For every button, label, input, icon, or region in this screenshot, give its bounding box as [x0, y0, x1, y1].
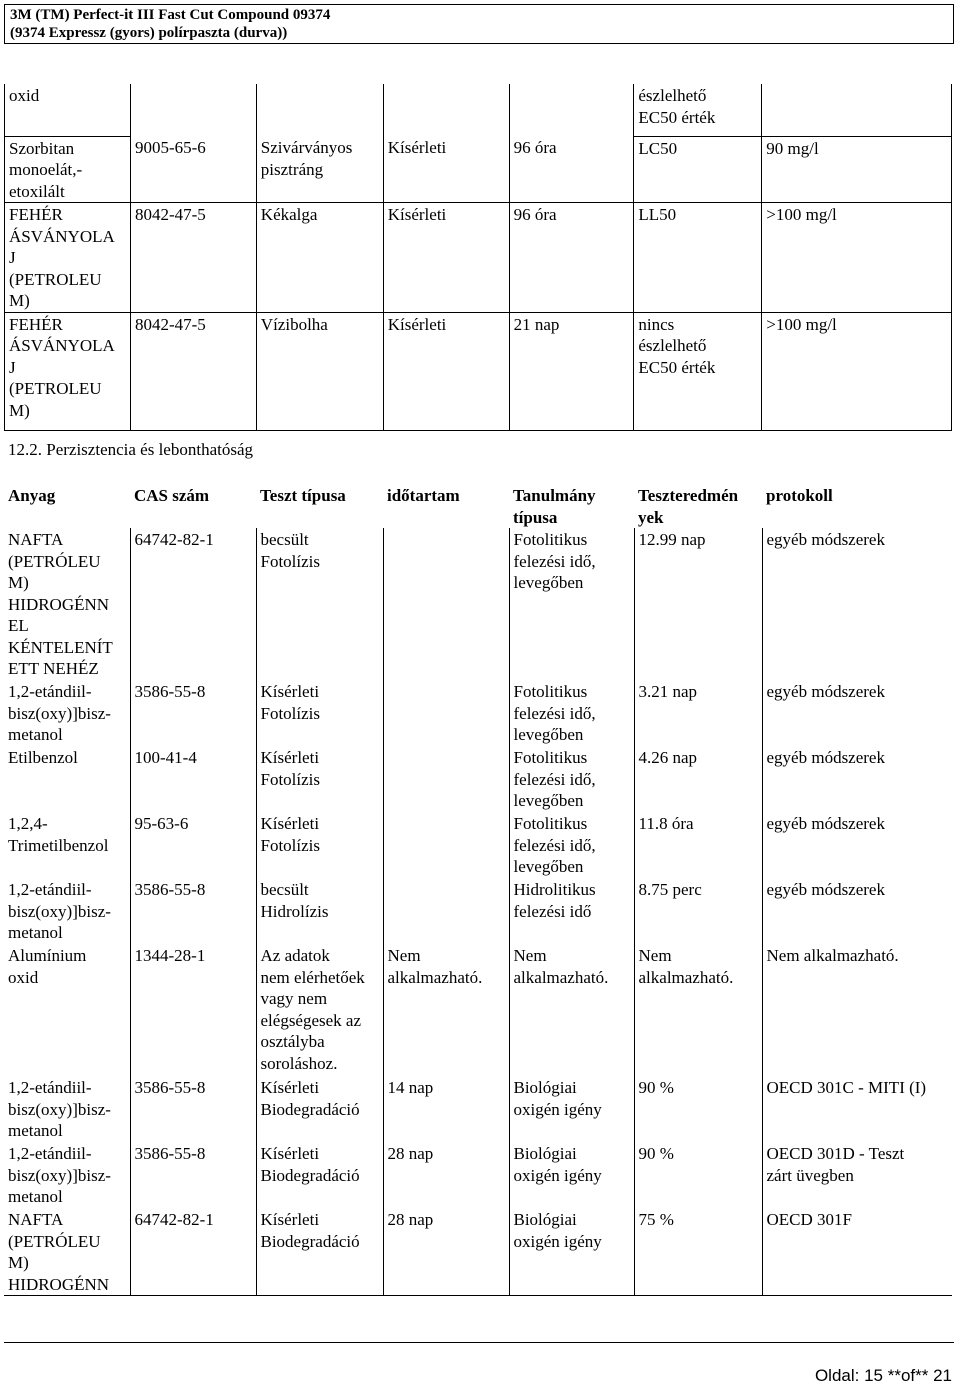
persist-cell: 95-63-6 — [130, 812, 256, 878]
persist-cell: 64742-82-1 — [130, 528, 256, 680]
eco-cell-value: 90 mg/l — [762, 136, 952, 203]
eco-cell-substance: Szorbitan monoelát,- etoxilált — [5, 136, 131, 203]
persist-cell: Kísérleti Biodegradáció — [256, 1142, 383, 1208]
eco-cell-duration — [509, 84, 634, 136]
persist-cell: 8.75 perc — [634, 878, 762, 944]
table-row — [4, 746, 952, 812]
persist-cell: Fotolitikus felezési idő, levegőben — [509, 746, 634, 812]
persistence-table — [4, 484, 952, 1296]
persist-cell: Biológiai oxigén igény — [509, 1208, 634, 1296]
eco-cell-organism: Vízibolha — [256, 312, 383, 430]
table-row — [4, 1208, 952, 1296]
eco-cell-value: >100 mg/l — [762, 203, 952, 313]
persist-cell: 90 % — [634, 1142, 762, 1208]
persist-cell: OECD 301F — [762, 1208, 952, 1296]
eco-cell-test_type: Kísérleti — [383, 136, 509, 203]
footer-divider — [4, 1342, 954, 1343]
persist-cell: Biológiai oxigén igény — [509, 1142, 634, 1208]
persist-cell: 3586-55-8 — [130, 1076, 256, 1142]
column-header: Teszt típusa — [260, 486, 346, 505]
eco-cell-duration: 96 óra — [509, 203, 634, 313]
persist-cell: NAFTA (PETRÓLEU M) HIDROGÉNN EL KÉNTELENÍT ETT NEHÉZ — [4, 528, 130, 680]
eco-cell-value — [762, 84, 952, 136]
eco-cell-substance: FEHÉR ÁSVÁNYOLA J (PETROLEU M) — [5, 312, 131, 430]
persist-cell: Kísérleti Biodegradáció — [256, 1208, 383, 1296]
persist-cell: 3586-55-8 — [130, 1142, 256, 1208]
persist-cell: Nem alkalmazható. — [634, 944, 762, 1076]
persist-cell: Az adatok nem elérhetőek vagy nem elégségesek az osztályba soroláshoz. — [256, 944, 383, 1076]
eco-cell-test_type: Kísérleti — [383, 203, 509, 313]
table-row — [5, 203, 952, 313]
persist-cell: 1,2-etándiil- bisz(oxy)]bisz- metanol — [4, 1076, 130, 1142]
table-row — [4, 528, 952, 680]
persist-cell: 3586-55-8 — [130, 680, 256, 746]
persist-cell: 28 nap — [383, 1208, 509, 1296]
persist-cell: 3.21 nap — [634, 680, 762, 746]
table-row — [5, 312, 952, 430]
eco-cell-substance: FEHÉR ÁSVÁNYOLA J (PETROLEU M) — [5, 203, 131, 313]
persist-cell — [383, 878, 509, 944]
persist-cell: 1,2-etándiil- bisz(oxy)]bisz- metanol — [4, 878, 130, 944]
column-header: CAS szám — [134, 486, 210, 505]
persist-cell: egyéb módszerek — [762, 746, 952, 812]
persist-cell: egyéb módszerek — [762, 878, 952, 944]
persist-cell: Fotolitikus felezési idő, levegőben — [509, 812, 634, 878]
table-row — [5, 84, 952, 136]
eco-cell-endpoint: nincs észlelhető EC50 érték — [634, 312, 762, 430]
table-header-row — [4, 484, 952, 528]
document-header — [4, 4, 954, 44]
section-title: 12.2. Perzisztencia és lebonthatóság — [8, 440, 254, 459]
persist-cell: 1,2,4- Trimetilbenzol — [4, 812, 130, 878]
product-subtitle: (9374 Expressz (gyors) polírpaszta (durva)) — [10, 25, 288, 41]
persist-cell: Hidrolitikus felezési idő — [509, 878, 634, 944]
persist-cell — [383, 746, 509, 812]
table-row — [4, 944, 952, 1076]
persist-cell: Kísérleti Biodegradáció — [256, 1076, 383, 1142]
persist-cell: 75 % — [634, 1208, 762, 1296]
table-row — [4, 878, 952, 944]
persist-cell: Biológiai oxigén igény — [509, 1076, 634, 1142]
eco-cell-cas — [130, 84, 256, 136]
persist-cell: OECD 301D - Teszt zárt üvegben — [762, 1142, 952, 1208]
eco-cell-organism — [256, 84, 383, 136]
persist-cell: 90 % — [634, 1076, 762, 1142]
persist-cell: Fotolitikus felezési idő, levegőben — [509, 680, 634, 746]
persist-cell: Fotolitikus felezési idő, levegőben — [509, 528, 634, 680]
product-title: 3M (TM) Perfect-it III Fast Cut Compound 09374 — [10, 7, 331, 23]
column-header: protokoll — [766, 486, 833, 505]
eco-cell-duration: 21 nap — [509, 312, 634, 430]
persist-cell: egyéb módszerek — [762, 812, 952, 878]
persist-cell: 4.26 nap — [634, 746, 762, 812]
table-row — [4, 680, 952, 746]
persist-cell: 28 nap — [383, 1142, 509, 1208]
column-header: Teszteredmén yek — [638, 486, 739, 527]
persist-cell: OECD 301C - MITI (I) — [762, 1076, 952, 1142]
persist-cell: Kísérleti Fotolízis — [256, 746, 383, 812]
table-row — [5, 136, 952, 203]
eco-cell-endpoint: észlelhető EC50 érték — [634, 84, 762, 136]
persist-cell: Alumínium oxid — [4, 944, 130, 1076]
column-header: Tanulmány típusa — [513, 486, 596, 527]
persist-cell: becsült Hidrolízis — [256, 878, 383, 944]
eco-cell-value: >100 mg/l — [762, 312, 952, 430]
persist-cell: Etilbenzol — [4, 746, 130, 812]
persist-cell: 14 nap — [383, 1076, 509, 1142]
eco-cell-substance: oxid — [5, 84, 131, 136]
persist-cell: 11.8 óra — [634, 812, 762, 878]
eco-cell-duration: 96 óra — [509, 136, 634, 203]
persist-cell: 100-41-4 — [130, 746, 256, 812]
table-row — [4, 1142, 952, 1208]
persist-cell: 1,2-etándiil- bisz(oxy)]bisz- metanol — [4, 1142, 130, 1208]
ecotoxicity-table — [4, 84, 952, 431]
persist-cell: becsült Fotolízis — [256, 528, 383, 680]
persist-cell: 3586-55-8 — [130, 878, 256, 944]
persist-cell: Kísérleti Fotolízis — [256, 680, 383, 746]
eco-cell-organism: Kékalga — [256, 203, 383, 313]
eco-cell-test_type — [383, 84, 509, 136]
eco-cell-cas: 9005-65-6 — [130, 136, 256, 203]
column-header: Anyag — [8, 486, 56, 505]
persist-cell: egyéb módszerek — [762, 528, 952, 680]
persist-cell: egyéb módszerek — [762, 680, 952, 746]
persist-cell: Nem alkalmazható. — [762, 944, 952, 1076]
table-row — [4, 812, 952, 878]
persist-cell: Kísérleti Fotolízis — [256, 812, 383, 878]
persist-cell: 64742-82-1 — [130, 1208, 256, 1296]
column-header: időtartam — [387, 486, 460, 505]
persist-cell: NAFTA (PETRÓLEU M) HIDROGÉNN — [4, 1208, 130, 1296]
persist-cell: Nem alkalmazható. — [509, 944, 634, 1076]
table-row — [4, 1076, 952, 1142]
persist-cell: 1344-28-1 — [130, 944, 256, 1076]
persist-cell: 1,2-etándiil- bisz(oxy)]bisz- metanol — [4, 680, 130, 746]
persist-cell — [383, 812, 509, 878]
persist-cell: 12.99 nap — [634, 528, 762, 680]
persist-cell — [383, 680, 509, 746]
eco-cell-organism: Szivárványos pisztráng — [256, 136, 383, 203]
eco-cell-endpoint: LL50 — [634, 203, 762, 313]
page-number: Oldal: 15 **of** 21 — [814, 1366, 952, 1385]
eco-cell-test_type: Kísérleti — [383, 312, 509, 430]
eco-cell-endpoint: LC50 — [634, 136, 762, 203]
persist-cell — [383, 528, 509, 680]
eco-cell-cas: 8042-47-5 — [130, 203, 256, 313]
eco-cell-cas: 8042-47-5 — [130, 312, 256, 430]
persist-cell: Nem alkalmazható. — [383, 944, 509, 1076]
